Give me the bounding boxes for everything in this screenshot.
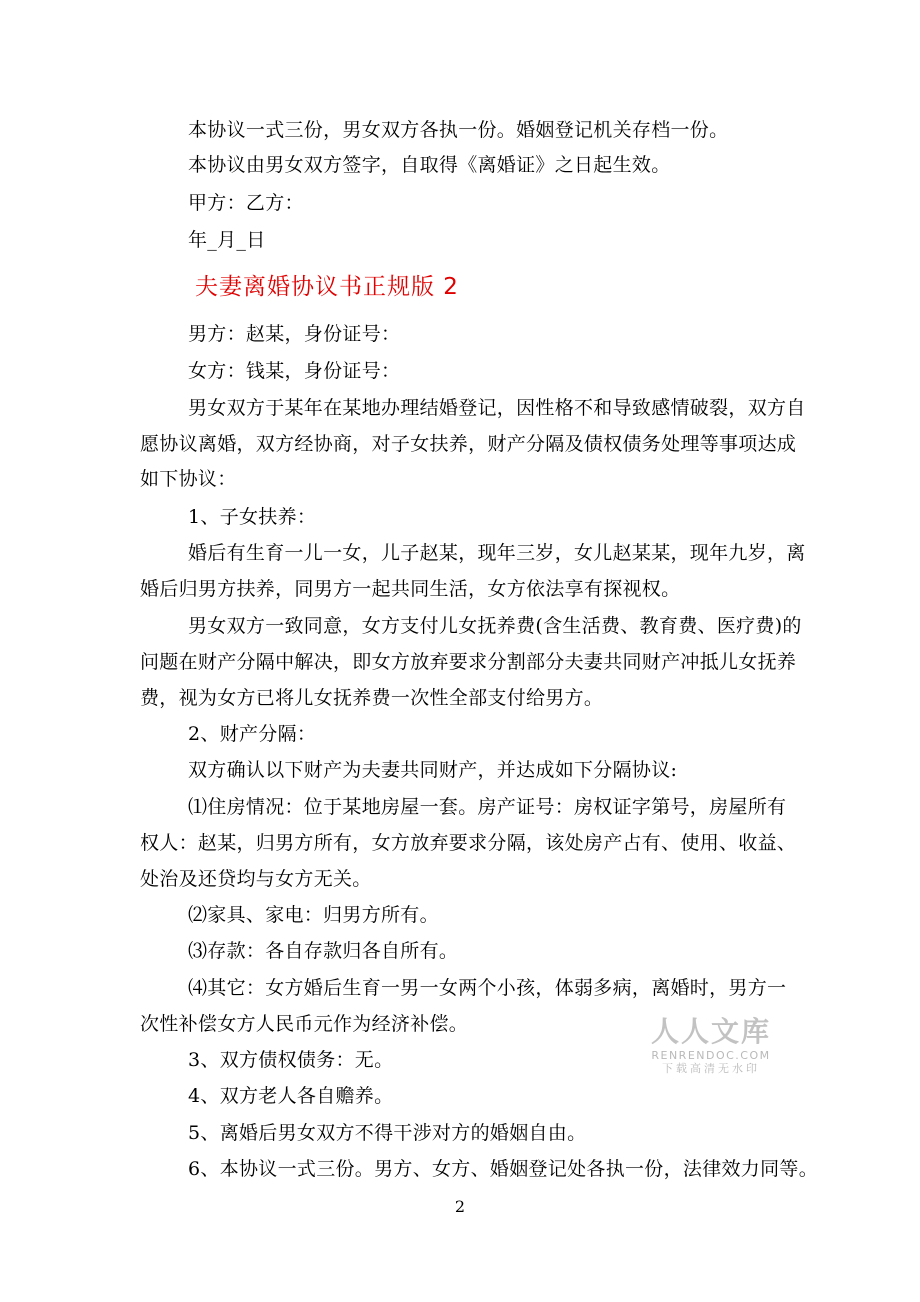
watermark-domain: RENRENDOC.COM — [651, 1049, 771, 1062]
intro-line-1: 男女双方于某年在某地办理结婚登记，因性格不和导致感情破裂，双方自 — [188, 397, 806, 419]
section-5: 5、离婚后男女双方不得干涉对方的婚姻自由。 — [188, 1122, 587, 1144]
effective-clause: 本协议由男女双方签字，自取得《离婚证》之日起生效。 — [188, 154, 671, 176]
section-2-intro: 双方确认以下财产为夫妻共同财产，并达成如下分隔协议: — [188, 759, 678, 781]
intro-line-2: 愿协议离婚，双方经协商，对子女扶养，财产分隔及债权债务处理等事项达成 — [140, 433, 797, 455]
item-3: ⑶存款：各自存款归各自所有。 — [188, 940, 459, 962]
section-1-para1-line-2: 婚后归男方扶养，同男方一起共同生活，女方依法享有探视权。 — [140, 578, 681, 600]
item-2: ⑵家具、家电：归男方所有。 — [188, 904, 439, 926]
item-1-line-2: 权人：赵某，归男方所有，女方放弃要求分隔，该处房产占有、使用、收益、 — [140, 832, 797, 854]
date-line: 年_月_日 — [188, 229, 266, 251]
section-1-heading: 1、子女扶养： — [188, 506, 317, 528]
section-1-para2-line-3: 费，视为女方已将儿女抚养费一次性全部支付给男方。 — [140, 687, 604, 709]
signature-line: 甲方：乙方： — [188, 192, 304, 214]
copies-clause: 本协议一式三份，男女双方各执一份。婚姻登记机关存档一份。 — [188, 119, 729, 141]
item-1-line-1: ⑴住房情况：位于某地房屋一套。房产证号：房权证字第号，房屋所有 — [188, 796, 787, 818]
page-number: 2 — [454, 1197, 466, 1216]
item-4-line-1: ⑷其它：女方婚后生育一男一女两个小孩，体弱多病，离婚时，男方一 — [188, 977, 787, 999]
watermark-subtitle: 下载高清无水印 — [662, 1062, 760, 1075]
section-1-para2-line-1: 男女双方一致同意，女方支付儿女抚养费(含生活费、教育费、医疗费)的 — [188, 615, 802, 637]
section-2-heading: 2、财产分隔： — [188, 723, 317, 745]
section-1-para2-line-2: 问题在财产分隔中解决，即女方放弃要求分割部分夫妻共同财产冲抵儿女抚养 — [140, 651, 797, 673]
watermark-logo: 人人文库 — [650, 1015, 771, 1048]
section-6: 6、本协议一式三份。男方、女方、婚姻登记处各执一份，法律效力同等。 — [188, 1158, 818, 1180]
document-title: 夫妻离婚协议书正规版 2 — [195, 274, 459, 300]
watermark — [646, 1015, 776, 1076]
item-4-line-2: 次性补偿女方人民币元作为经济补偿。 — [140, 1013, 469, 1035]
section-4: 4、双方老人各自赡养。 — [188, 1085, 394, 1107]
item-1-line-3: 处治及还贷均与女方无关。 — [140, 868, 372, 890]
female-party: 女方：钱某，身份证号： — [188, 360, 401, 382]
section-3: 3、双方债权债务：无。 — [188, 1049, 394, 1071]
section-1-para1-line-1: 婚后有生育一儿一女，儿子赵某，现年三岁，女儿赵某某，现年九岁，离 — [188, 542, 806, 564]
intro-line-3: 如下协议： — [140, 468, 237, 490]
male-party: 男方：赵某，身份证号： — [188, 323, 401, 345]
